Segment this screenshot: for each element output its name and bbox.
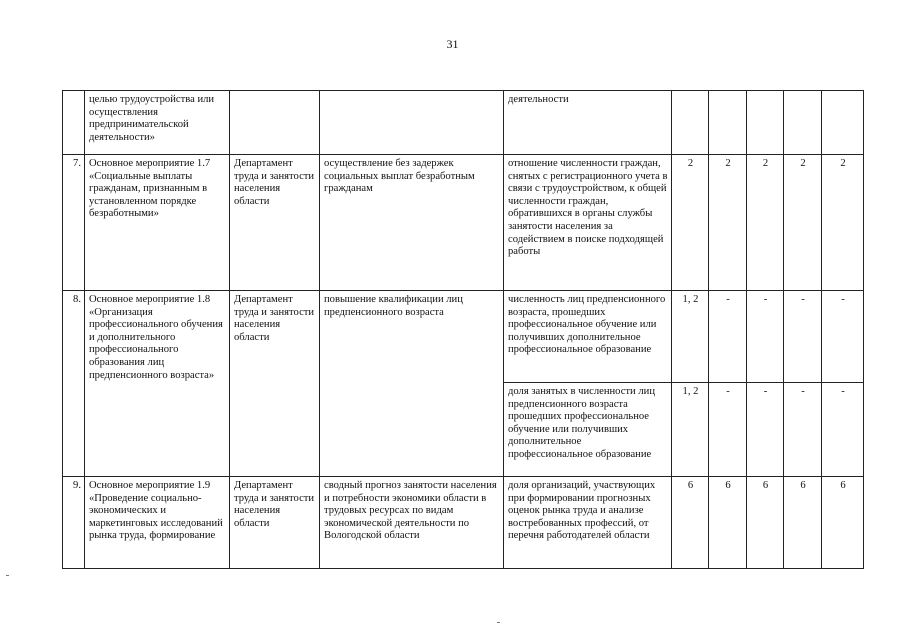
value-cell: 2	[709, 155, 747, 291]
value-cell: 1, 2	[672, 291, 709, 383]
value-cell: 2	[784, 155, 822, 291]
indicator-cell: деятельности	[504, 91, 672, 155]
result-cell: осуществление без задержек социальных выплат безработным гражданам	[320, 155, 504, 291]
scan-artifact	[6, 575, 9, 576]
indicator-cell: доля организаций, участвующих при формировании прогнозных оценок рынка труда и анализе востребованных профессий, от перечня работодателей области	[504, 477, 672, 569]
value-cell: 6	[784, 477, 822, 569]
row-number: 8.	[63, 291, 85, 477]
value-cell	[747, 91, 784, 155]
executor-cell: Департамент труда и занятости населения области	[230, 291, 320, 477]
result-cell: сводный прогноз занятости населения и потребности экономики области в трудовых ресурсах по видам экономической деятельности по Вологодской области	[320, 477, 504, 569]
value-cell	[709, 91, 747, 155]
result-cell: повышение квалификации лиц предпенсионного возраста	[320, 291, 504, 477]
value-cell	[672, 91, 709, 155]
indicator-cell: численность лиц предпенсионного возраста, прошедших профессиональное обучение или получивших дополнительное профессиональное образование	[504, 291, 672, 383]
value-cell: -	[709, 383, 747, 477]
value-cell: -	[747, 291, 784, 383]
executor-cell: Департамент труда и занятости населения области	[230, 477, 320, 569]
value-cell: 6	[709, 477, 747, 569]
measures-table	[62, 90, 864, 569]
value-cell: -	[747, 383, 784, 477]
value-cell: -	[784, 383, 822, 477]
indicator-cell: доля занятых в численности лиц предпенсионного возраста прошедших профессиональное обучение или получивших дополнительное профессиональное образование	[504, 383, 672, 477]
table-row	[63, 477, 864, 569]
activity-cell: Основное мероприятие 1.8 «Организация профессионального обучения и дополнительного профессионального образования лиц предпенсионного возраста»	[85, 291, 230, 477]
value-cell	[784, 91, 822, 155]
page-number: 31	[446, 37, 459, 51]
row-number: 9.	[63, 477, 85, 569]
value-cell: 2	[822, 155, 864, 291]
executor-cell: Департамент труда и занятости населения области	[230, 155, 320, 291]
table-row	[63, 91, 864, 155]
result-cell	[320, 91, 504, 155]
value-cell: 6	[822, 477, 864, 569]
value-cell: -	[709, 291, 747, 383]
value-cell: 6	[672, 477, 709, 569]
value-cell	[822, 91, 864, 155]
row-number	[63, 91, 85, 155]
indicator-cell: отношение численности граждан, снятых с регистрационного учета в связи с трудоустройством, к общей численности граждан, обратившихся в органы службы занятости населения за содействием в поиске подходящей работы	[504, 155, 672, 291]
table-row	[63, 155, 864, 291]
scan-artifact	[497, 622, 500, 623]
value-cell: -	[784, 291, 822, 383]
activity-cell: целью трудоустройства или осуществления предпринимательской деятельности»	[85, 91, 230, 155]
table-row	[63, 291, 864, 383]
value-cell: 2	[672, 155, 709, 291]
value-cell: 6	[747, 477, 784, 569]
value-cell: 2	[747, 155, 784, 291]
activity-cell: Основное мероприятие 1.9 «Проведение социально-экономических и маркетинговых исследований рынка труда, формирование	[85, 477, 230, 569]
value-cell: 1, 2	[672, 383, 709, 477]
value-cell: -	[822, 291, 864, 383]
activity-cell: Основное мероприятие 1.7 «Социальные выплаты гражданам, признанным в установленном порядке безработными»	[85, 155, 230, 291]
row-number: 7.	[63, 155, 85, 291]
value-cell: -	[822, 383, 864, 477]
executor-cell	[230, 91, 320, 155]
